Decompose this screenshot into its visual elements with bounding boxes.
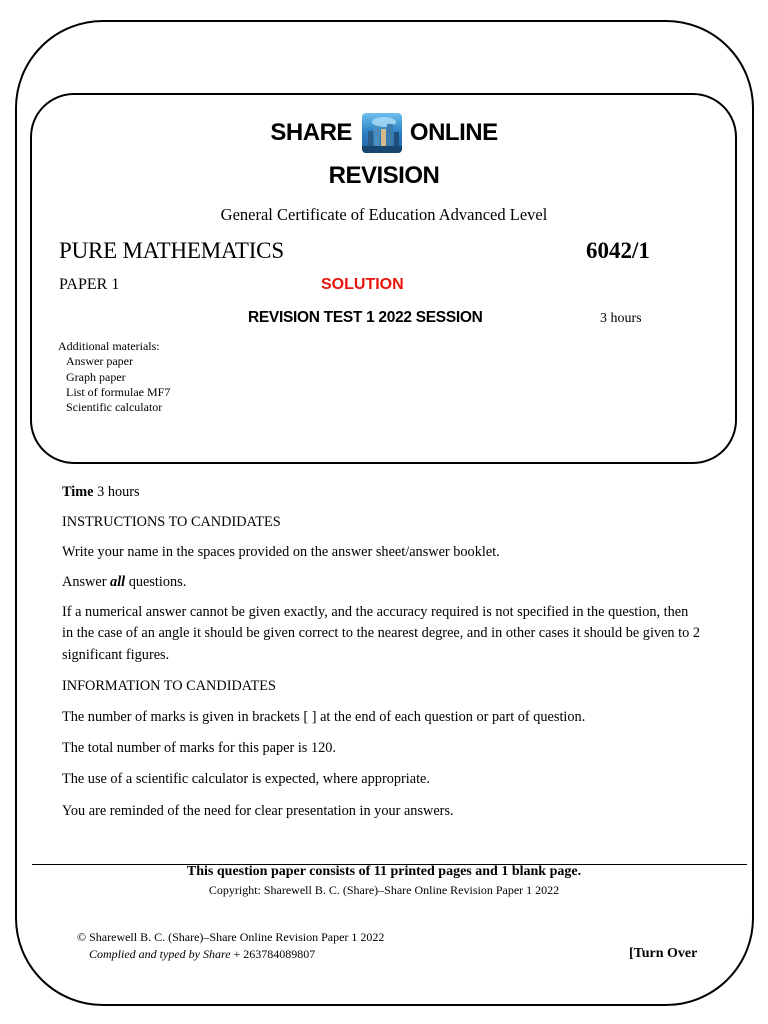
typed-by-text: Complied and typed by Share bbox=[89, 947, 231, 961]
instruction-text: Answer bbox=[62, 574, 111, 590]
info-text: The use of a scientific calculator is expected, where appropriate. bbox=[62, 771, 430, 787]
time-label: Time bbox=[62, 484, 94, 500]
brand-header bbox=[0, 113, 768, 153]
solution-label: SOLUTION bbox=[321, 276, 404, 293]
info-text: The total number of marks for this paper is 120. bbox=[62, 740, 336, 756]
materials-item: Scientific calculator bbox=[66, 400, 163, 415]
time-value: 3 hours bbox=[93, 484, 140, 500]
phone-number: + 263784089807 bbox=[230, 947, 316, 961]
materials-heading: Additional materials: bbox=[58, 339, 160, 353]
subject-title: PURE MATHEMATICS bbox=[59, 238, 284, 263]
instruction-text: Write your name in the spaces provided on the answer sheet/answer booklet. bbox=[62, 544, 500, 560]
time-line bbox=[62, 482, 702, 503]
footer-typed-by bbox=[89, 947, 315, 962]
info-text: The number of marks is given in brackets [ ] at the end of each question or part of question. bbox=[62, 709, 586, 725]
additional-materials bbox=[58, 339, 170, 415]
materials-item: List of formulae MF7 bbox=[66, 384, 171, 399]
duration-label: 3 hours bbox=[600, 311, 642, 326]
paper-code: 6042/1 bbox=[586, 238, 650, 263]
materials-item: Graph paper bbox=[66, 369, 126, 384]
brand-share: SHARE bbox=[270, 119, 352, 146]
brand-online: ONLINE bbox=[409, 119, 498, 146]
copyright-line: Copyright: Sharewell B. C. (Share)–Share Online Revision Paper 1 2022 bbox=[208, 883, 560, 897]
footer-copyright: © Sharewell B. C. (Share)–Share Online Revision Paper 1 2022 bbox=[77, 930, 385, 944]
paper-number: PAPER 1 bbox=[59, 276, 120, 293]
revision-title: REVISION bbox=[328, 162, 440, 189]
cityscape-logo-icon bbox=[362, 113, 402, 153]
instruction-text: questions. bbox=[125, 574, 187, 590]
instructions-heading: INSTRUCTIONS TO CANDIDATES bbox=[62, 514, 281, 530]
information-heading: INFORMATION TO CANDIDATES bbox=[62, 678, 276, 694]
materials-item: Answer paper bbox=[66, 354, 133, 369]
emphasis-all: all bbox=[110, 574, 126, 590]
qualification-title: General Certificate of Education Advanced Level bbox=[220, 205, 548, 224]
info-text: You are reminded of the need for clear presentation in your answers. bbox=[62, 803, 454, 819]
instruction-accuracy: If a numerical answer cannot be given exactly, and the accuracy required is not specified in the question, then in the case of an angle it should be given correct to the nearest degree, and in other cases it should be given to 2 significant figures. bbox=[62, 604, 700, 663]
session-title: REVISION TEST 1 2022 SESSION bbox=[248, 309, 483, 326]
turn-over-label: [Turn Over bbox=[629, 946, 698, 961]
pages-note: This question paper consists of 11 printed pages and 1 blank page. bbox=[186, 864, 582, 879]
instruction-answer-all bbox=[62, 572, 702, 593]
